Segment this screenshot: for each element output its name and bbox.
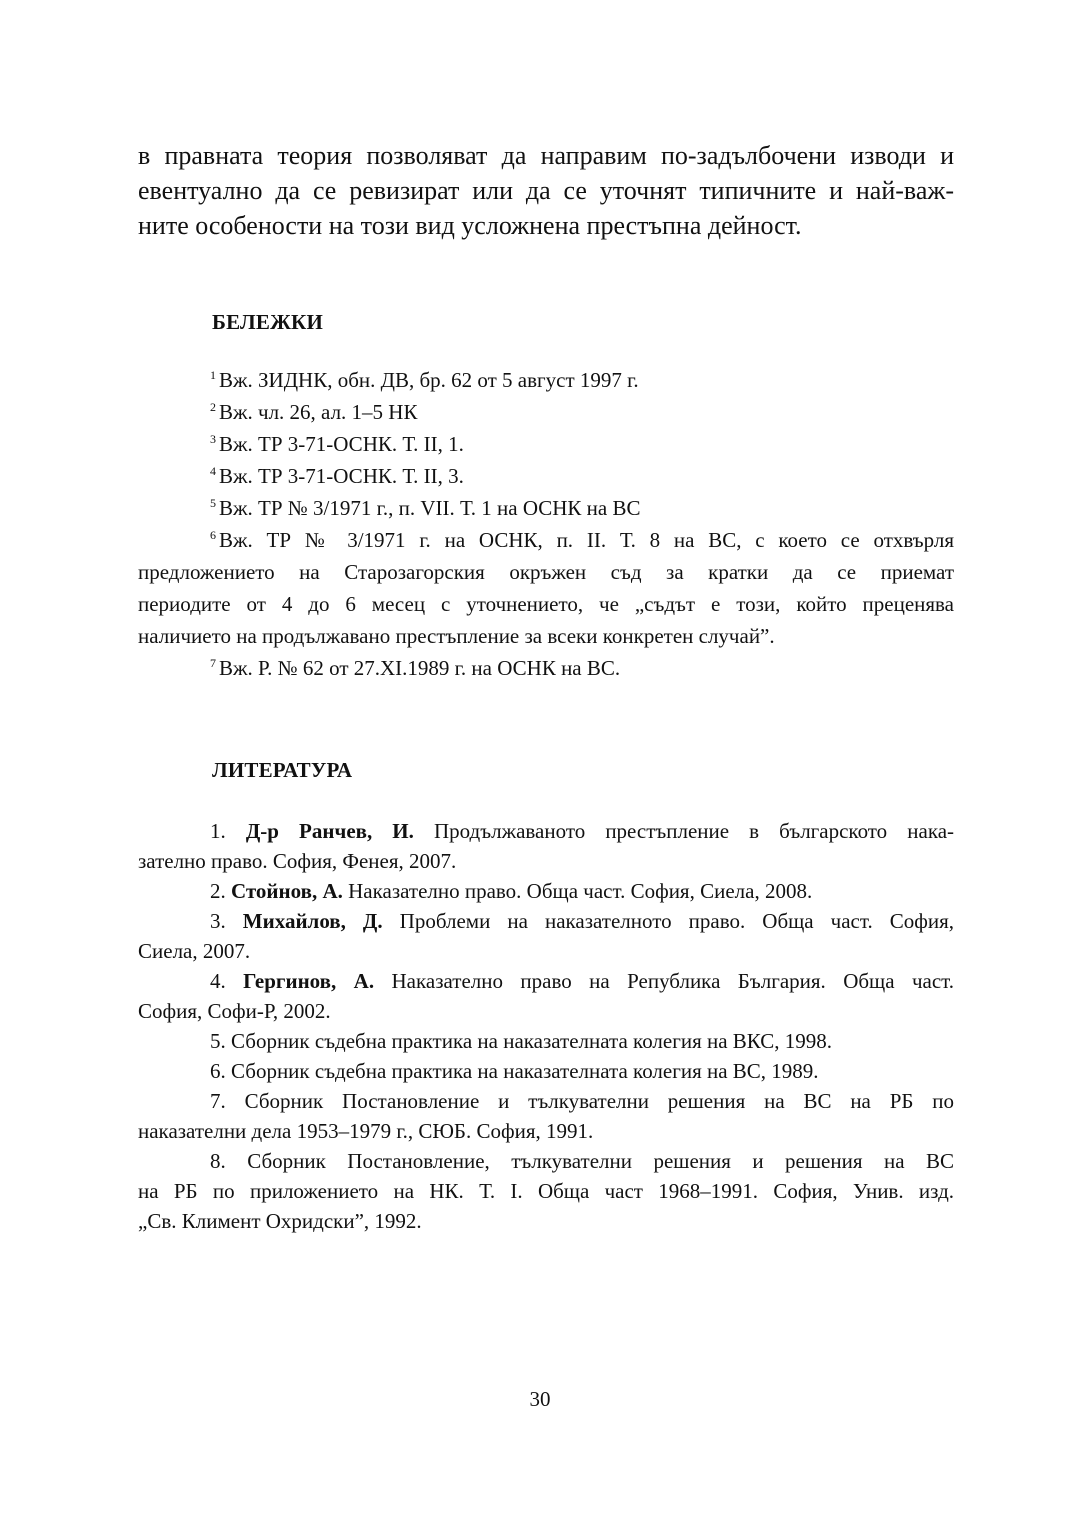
note-text: Вж. Р. № 62 от 27.XI.1989 г. на ОСНК на ВС. [219,656,621,680]
literature-item [138,1086,954,1146]
note-text: Вж. ТР № 3/1971 г., п. VII. Т. 1 на ОСНК на ВС [219,496,641,520]
page-number: 30 [529,1387,551,1411]
note-item [138,524,954,652]
note-item [138,428,954,460]
literature-text: Сиела, 2007. [138,939,251,963]
note-text: Вж. ТР 3-71-ОСНК. Т. II, 1. [219,432,464,456]
literature-text: Наказателно право на Република България. Обща част. [391,969,955,993]
note-text: Вж. ТР 3-71-ОСНК. Т. II, 3. [219,464,464,488]
literature-item [138,876,954,906]
note-item [138,652,954,684]
literature-number: 4. [210,969,226,993]
literature-number: 5. [210,1029,226,1053]
note-text: Вж. чл. 26, ал. 1–5 НК [219,400,418,424]
note-item [138,364,954,396]
literature-text: Продължаваното престъпление в българското нака- [434,819,955,843]
literature-text: Сборник съдебна практика на наказателната колегия на ВКС, 1998. [231,1029,833,1053]
note-number: 1 [210,368,216,382]
literature-text: София, Софи-Р, 2002. [138,999,331,1023]
literature-text: Сборник Постановление, тълкувателни решения и решения на ВС [247,1149,954,1173]
intro-paragraph [138,138,954,243]
intro-line: в правната теория позволяват да направим по-задълбочени изводи и [138,141,954,170]
literature-heading: ЛИТЕРАТУРА [212,758,353,782]
intro-line: евентуално да се ревизират или да се уточнят типичните и най-важ- [138,176,954,205]
note-number: 5 [210,496,216,510]
literature-author: Гергинов, А. [243,969,375,993]
literature-item [138,1056,954,1086]
literature-number: 1. [210,819,226,843]
literature-number: 2. [210,879,226,903]
literature-number: 6. [210,1059,226,1083]
literature-text: на РБ по приложението на НК. Т. I. Обща част 1968–1991. София, Унив. изд. [138,1179,954,1203]
literature-item [138,966,954,1026]
note-text: наличието на продължавано престъпление за всеки конкретен случай”. [138,624,775,648]
literature-author: Д-р Ранчев, И. [245,819,414,843]
literature-list [138,816,954,1236]
notes-list [138,364,954,684]
literature-number: 3. [210,909,226,933]
note-text: предложението на Старозагорския окръжен съд за кратки да се приемат [138,560,954,584]
literature-text: Сборник Постановление и тълкувателни решения на ВС на РБ по [244,1089,955,1113]
note-item [138,396,954,428]
literature-item [138,1026,954,1056]
literature-text: Проблеми на наказателното право. Обща част. София, [399,909,955,933]
note-text: Вж. ТР № 3/1971 г. на ОСНК, п. II. Т. 8 на ВС, с което се отхвърля [219,528,954,552]
notes-heading: БЕЛЕЖКИ [212,310,323,334]
intro-line: ните особености на този вид усложнена престъпна дейност. [138,211,802,240]
literature-text: наказателни дела 1953–1979 г., СЮБ. София, 1991. [138,1119,594,1143]
note-number: 4 [210,464,216,478]
note-item [138,492,954,524]
note-text: периодите от 4 до 6 месец с уточнението, че „съдът е този, който преценява [138,592,954,616]
note-number: 7 [210,656,216,670]
literature-item [138,1146,954,1236]
literature-author: Михайлов, Д. [242,909,383,933]
note-number: 3 [210,432,216,446]
note-number: 2 [210,400,216,414]
note-text: Вж. ЗИДНК, обн. ДВ, бр. 62 от 5 август 1997 г. [219,368,639,392]
literature-text: Наказателно право. Обща част. София, Сиела, 2008. [348,879,813,903]
literature-text: Сборник съдебна практика на наказателната колегия на ВС, 1989. [231,1059,819,1083]
page-content [138,138,954,1236]
literature-number: 8. [210,1149,226,1173]
literature-number: 7. [210,1089,226,1113]
note-item [138,460,954,492]
note-number: 6 [210,528,216,542]
literature-text: зателно право. София, Фенея, 2007. [138,849,457,873]
literature-item [138,906,954,966]
literature-item [138,816,954,876]
literature-text: „Св. Климент Охридски”, 1992. [138,1209,422,1233]
literature-author: Стойнов, А. [231,879,343,903]
